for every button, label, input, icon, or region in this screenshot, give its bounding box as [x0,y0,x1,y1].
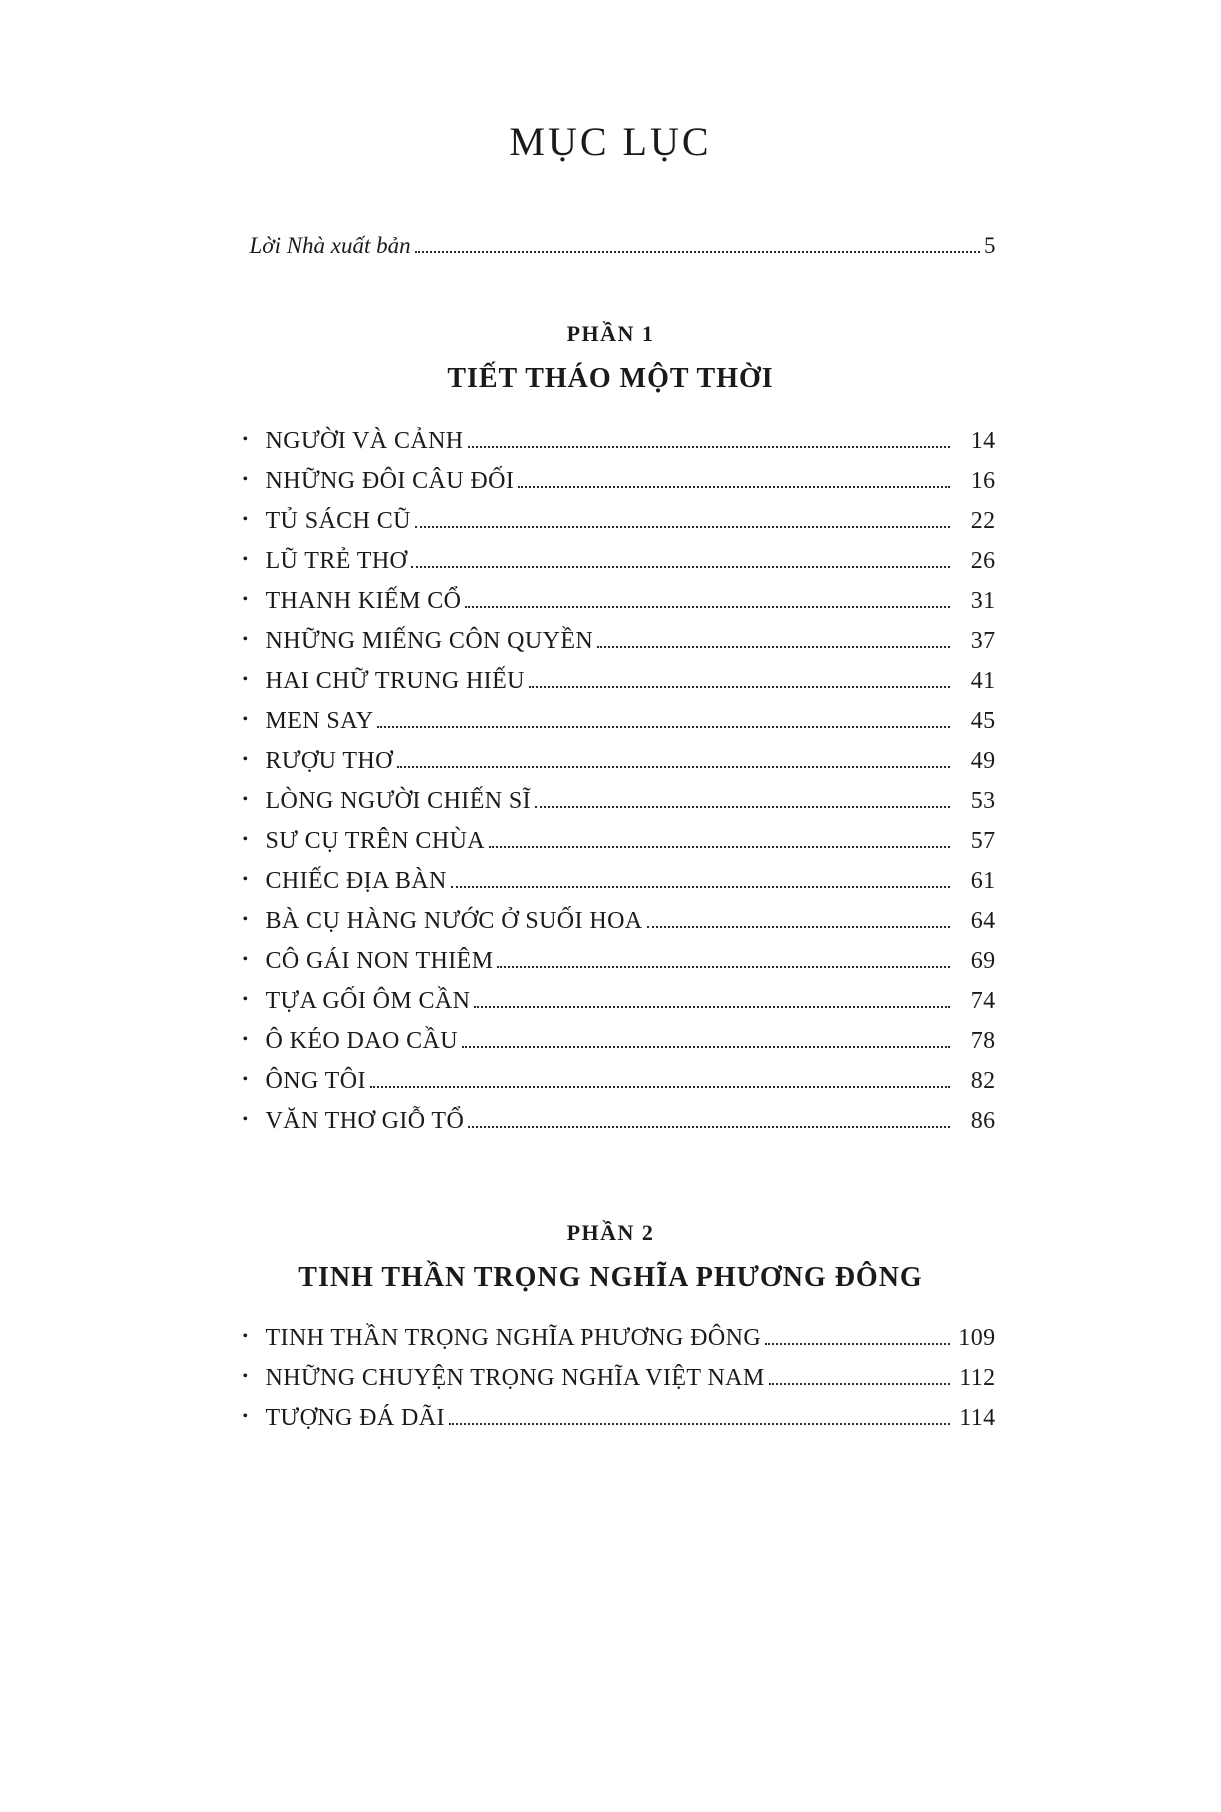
part-label: PHẦN 1 [566,321,655,346]
list-item[interactable] [226,589,996,614]
list-item[interactable] [226,469,996,494]
dot-leader [597,646,949,648]
dot-leader [397,766,950,768]
toc-entry-title: Lời Nhà xuất bản [249,233,411,258]
dot-leader [415,251,980,253]
toc-entry-title: RƯỢU THƠ [265,748,393,774]
bullet-icon [226,432,266,448]
dot-leader [468,1126,949,1128]
toc-entry-page: 45 [970,708,996,734]
toc-entry-title: ÔNG TÔI [265,1068,366,1094]
dot-leader [370,1086,950,1088]
dot-leader [377,726,949,728]
toc-entry-title: NGƯỜI VÀ CẢNH [265,428,464,454]
dot-leader [769,1383,950,1385]
toc-entry-title: CHIẾC ĐỊA BÀN [265,868,447,894]
toc-entry-title: LŨ TRẺ THƠ [265,548,408,574]
list-item[interactable] [226,789,996,814]
toc-entry-page: 49 [970,748,996,774]
toc-entry-page: 109 [958,1325,996,1351]
part-1-entries [226,429,996,1134]
toc-entry-title: Ô KÉO DAO CẦU [265,1028,459,1054]
list-item[interactable] [226,749,996,774]
dot-leader [462,1046,949,1048]
toc-entry-title: SƯ CỤ TRÊN CHÙA [265,828,486,854]
toc-entry-page: 14 [970,428,996,454]
toc-entry-page: 69 [970,948,996,974]
part-heading-1 [226,321,996,395]
part-title: TINH THẦN TRỌNG NGHĨA PHƯƠNG ĐÔNG [298,1262,923,1293]
toc-entry-page: 64 [970,908,996,934]
toc-entry-page: 74 [970,988,996,1014]
bullet-icon [226,1112,266,1128]
toc-entry-title: LÒNG NGƯỜI CHIẾN SĨ [265,788,532,814]
part-label: PHẦN 2 [566,1220,655,1245]
list-item[interactable] [226,949,996,974]
toc-entry-page: 112 [959,1365,996,1391]
list-item[interactable] [226,829,996,854]
bullet-icon [226,1032,266,1048]
toc-entry-title: TỦ SÁCH CŨ [265,508,411,534]
bullet-icon [226,832,266,848]
list-item[interactable] [226,629,996,654]
list-item[interactable] [226,1366,996,1391]
toc-entry-page: 31 [970,588,996,614]
toc-entry-title: VĂN THƠ GIỖ TỔ [265,1108,465,1134]
dot-leader [451,886,950,888]
page-title: MỤC LỤC [509,119,712,164]
part-title: TIẾT THÁO MỘT THỜI [447,363,774,394]
dot-leader [465,606,949,608]
dot-leader [529,686,950,688]
toc-entry-page: 53 [970,788,996,814]
bullet-icon [226,592,266,608]
list-item[interactable] [226,989,996,1014]
toc-entry-page: 26 [970,548,996,574]
bullet-icon [226,992,266,1008]
toc-entry-title: NHỮNG CHUYỆN TRỌNG NGHĨA VIỆT NAM [265,1365,765,1391]
toc-entry-page: 114 [959,1405,996,1431]
toc-entry-title: HAI CHỮ TRUNG HIẾU [265,668,525,694]
bullet-icon [226,1072,266,1088]
toc-entry-title: BÀ CỤ HÀNG NƯỚC Ở SUỐI HOA [265,908,643,934]
bullet-icon [226,792,266,808]
toc-entry-page: 61 [970,868,996,894]
toc-entry-title: NHỮNG MIẾNG CÔN QUYỀN [265,628,594,654]
list-item[interactable] [226,1406,996,1431]
part-heading-2 [226,1220,996,1294]
dot-leader [765,1343,949,1345]
list-item[interactable] [226,1326,996,1351]
dot-leader [468,446,950,448]
bullet-icon [226,512,266,528]
bullet-icon [226,672,266,688]
dot-leader [474,1006,949,1008]
bullet-icon [226,752,266,768]
list-item[interactable] [226,429,996,454]
list-item[interactable] [250,233,996,259]
bullet-icon [226,712,266,728]
list-item[interactable] [226,1029,996,1054]
dot-leader [497,966,949,968]
list-item[interactable] [226,509,996,534]
toc-entry-page: 78 [970,1028,996,1054]
dot-leader [415,526,950,528]
toc-entry-title: MEN SAY [265,708,374,734]
bullet-icon [226,1409,266,1425]
part-2-entries [226,1326,996,1431]
toc-entry-title: CÔ GÁI NON THIÊM [265,948,494,974]
dot-leader [518,486,949,488]
table-of-contents [226,165,996,1431]
bullet-icon [226,952,266,968]
list-item[interactable] [226,1109,996,1134]
toc-entry-page: 57 [970,828,996,854]
bullet-icon [226,872,266,888]
toc-entry-page: 41 [970,668,996,694]
toc-entry-page: 16 [970,468,996,494]
toc-entry-page: 22 [970,508,996,534]
toc-entry-page: 5 [984,233,996,258]
dot-leader [489,846,949,848]
dot-leader [535,806,949,808]
toc-entry-title: TƯỢNG ĐÁ DÃI [265,1405,445,1431]
bullet-icon [226,912,266,928]
bullet-icon [226,1329,266,1345]
list-item[interactable] [226,1069,996,1094]
list-item[interactable] [226,909,996,934]
toc-entry-page: 86 [970,1108,996,1134]
toc-entry-title: NHỮNG ĐÔI CÂU ĐỐI [265,468,515,494]
list-item[interactable] [226,669,996,694]
bullet-icon [226,1369,266,1385]
list-item[interactable] [226,549,996,574]
bullet-icon [226,632,266,648]
dot-leader [411,566,949,568]
toc-entry-title: TỰA GỐI ÔM CẦN [265,988,471,1014]
list-item[interactable] [226,709,996,734]
list-item[interactable] [226,869,996,894]
dot-leader [449,1423,950,1425]
bullet-icon [226,472,266,488]
dot-leader [647,926,950,928]
toc-entry-page: 82 [970,1068,996,1094]
bullet-icon [226,552,266,568]
toc-entry-page: 37 [970,628,996,654]
toc-entry-title: THANH KIẾM CỔ [265,588,462,614]
toc-entry-title: TINH THẦN TRỌNG NGHĨA PHƯƠNG ĐÔNG [265,1325,762,1351]
